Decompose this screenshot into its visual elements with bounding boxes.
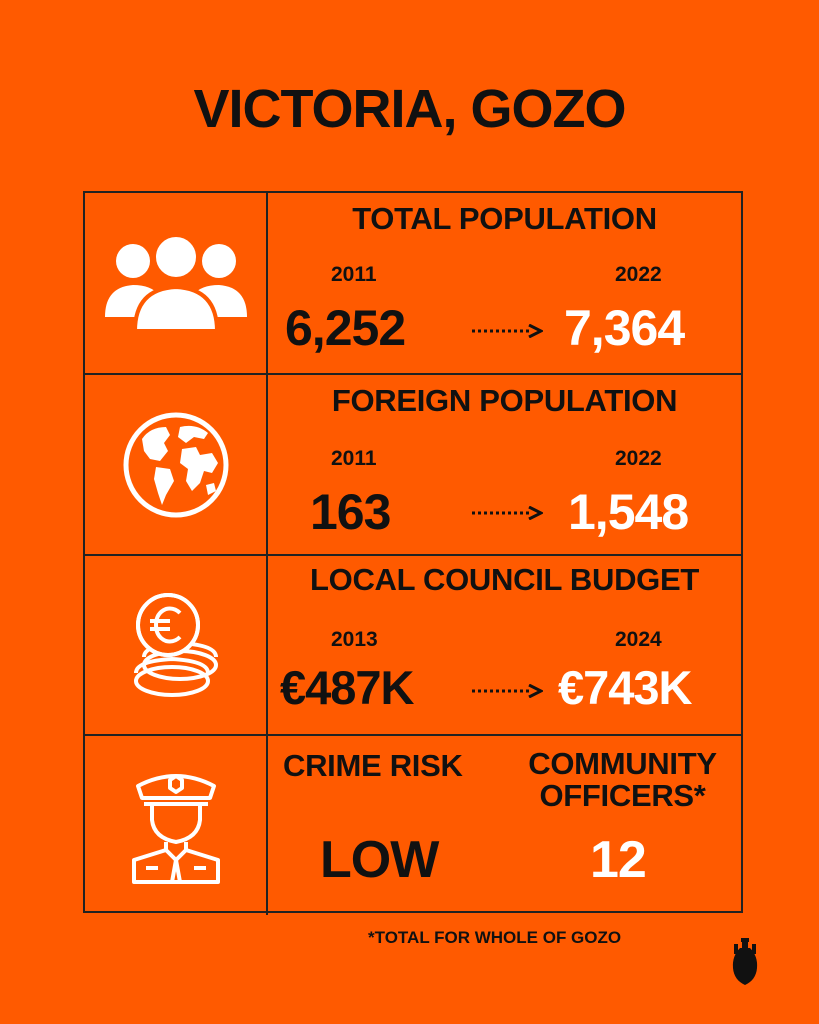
to-year: 2024 <box>615 628 662 651</box>
to-value: €743K <box>558 661 692 714</box>
dotted-arrow-icon <box>471 506 543 520</box>
icon-cell <box>85 736 268 915</box>
amphora-logo-icon <box>732 938 758 986</box>
dotted-arrow-icon <box>471 324 543 338</box>
row-crime <box>85 736 741 915</box>
from-value: 163 <box>310 484 391 540</box>
row-content <box>268 193 741 373</box>
from-year: 2013 <box>331 628 378 651</box>
to-value: 7,364 <box>564 300 685 356</box>
icon-cell <box>85 375 268 554</box>
from-year: 2011 <box>331 447 377 470</box>
crime-risk-heading: CRIME RISK <box>283 748 463 783</box>
icon-cell <box>85 556 268 734</box>
from-value: 6,252 <box>285 300 406 356</box>
to-year: 2022 <box>615 447 662 470</box>
row-content <box>268 375 741 554</box>
community-officers-value: 12 <box>590 831 646 889</box>
community-officers-heading <box>514 748 731 812</box>
from-year: 2011 <box>331 263 377 286</box>
row-council-budget <box>85 556 741 736</box>
page-title: VICTORIA, GOZO <box>193 79 626 139</box>
row-content <box>268 736 741 915</box>
community-officers-heading-line1: COMMUNITY <box>528 746 717 781</box>
dotted-arrow-icon <box>471 684 543 698</box>
row-heading: FOREIGN POPULATION <box>331 383 678 418</box>
row-heading: TOTAL POPULATION <box>352 201 657 236</box>
row-foreign-population <box>85 375 741 556</box>
row-total-population <box>85 193 741 375</box>
euro-coins-icon <box>128 589 224 701</box>
from-value: €487K <box>280 661 414 714</box>
police-officer-icon <box>130 768 222 884</box>
footnote: *TOTAL FOR WHOLE OF GOZO <box>368 928 622 947</box>
community-officers-heading-line2: OFFICERS* <box>539 778 706 813</box>
crime-risk-value: LOW <box>320 831 439 889</box>
row-content <box>268 556 741 734</box>
stats-table <box>83 191 743 913</box>
globe-icon <box>120 409 232 521</box>
people-group-icon <box>103 233 249 333</box>
row-heading: LOCAL COUNCIL BUDGET <box>310 562 699 597</box>
to-value: 1,548 <box>568 484 689 540</box>
icon-cell <box>85 193 268 373</box>
to-year: 2022 <box>615 263 662 286</box>
